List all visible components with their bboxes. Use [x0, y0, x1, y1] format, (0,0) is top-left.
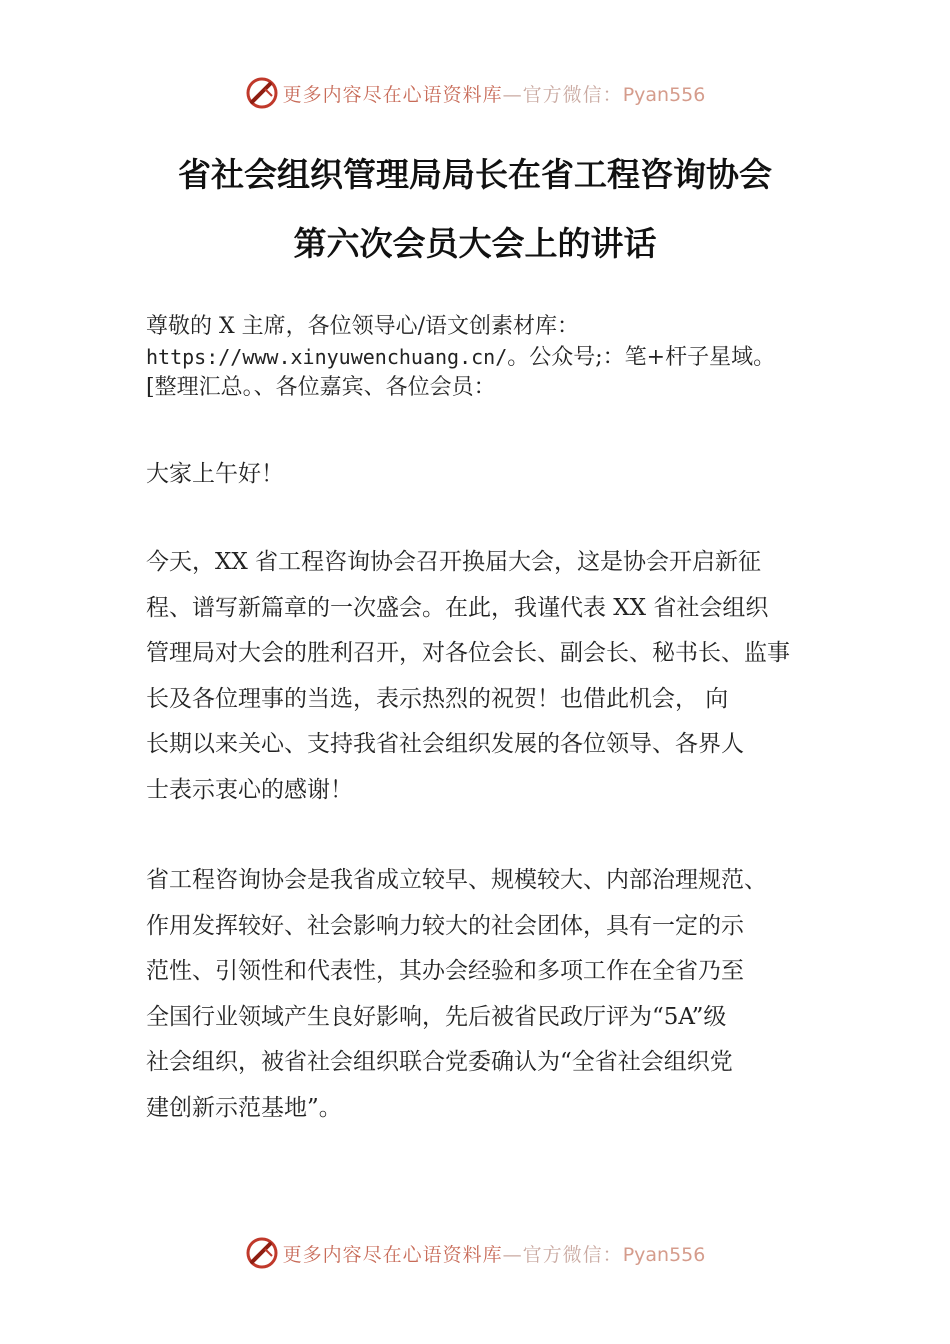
- paragraph-line: 全国行业领域产生良好影响，先后被省民政厅评为“5A”级: [146, 1003, 727, 1030]
- salutation: [146, 312, 836, 403]
- paragraph-line: 长及各位理事的当选，表示热烈的祝贺！也借此机会， 向: [146, 685, 729, 712]
- salutation-line-3: [整理汇总。、各位嘉宾、各位会员：: [146, 375, 496, 400]
- paragraph-line: 程、谱写新篇章的一次盛会。在此，我谨代表 XX 省社会组织: [146, 594, 769, 621]
- source-url: https://www.xinyuwenchuang.cn/: [146, 345, 508, 369]
- watermark-text: 更多内容尽在心语资料库—官方微信：Pyan556: [282, 83, 706, 106]
- salutation-line-1: 尊敬的 X 主席，各位领导心/语文创素材库：: [146, 314, 580, 339]
- paragraph-line: 范性、引领性和代表性，其办会经验和多项工作在全省乃至: [146, 958, 744, 984]
- salutation-line-2: https://www.xinyuwenchuang.cn/。公众号;：笔+杆子星域。: [146, 345, 776, 370]
- paragraph-1: [146, 540, 806, 813]
- paragraph-line: 省工程咨询协会是我省成立较早、规模较大、内部治理规范、: [146, 867, 767, 893]
- watermark-banner-top: [0, 73, 950, 113]
- paragraph-line: 今天，XX 省工程咨询协会召开换届大会，这是协会开启新征: [146, 549, 762, 575]
- watermark-text: 更多内容尽在心语资料库—官方微信：Pyan556: [282, 1243, 706, 1266]
- paragraph-line: 社会组织，被省社会组织联合党委确认为“全省社会组织党: [146, 1049, 733, 1075]
- pen-seal-icon: [245, 76, 279, 110]
- document-title-line-1: 省社会组织管理局局长在省工程咨询协会: [178, 155, 772, 194]
- greeting: 大家上午好！: [146, 461, 284, 487]
- document-title-line-2: 第六次会员大会上的讲话: [293, 224, 657, 263]
- pen-seal-icon: [245, 1236, 279, 1270]
- paragraph-line: 建创新示范基地”。: [146, 1094, 342, 1121]
- paragraph-line: 作用发挥较好、社会影响力较大的社会团体，具有一定的示: [146, 912, 744, 939]
- paragraph-2: [146, 858, 806, 1131]
- watermark-banner-bottom: [0, 1233, 950, 1273]
- paragraph-line: 管理局对大会的胜利召开，对各位会长、副会长、秘书长、监事: [146, 640, 790, 666]
- paragraph-line: 长期以来关心、支持我省社会组织发展的各位领导、各界人: [146, 731, 744, 757]
- paragraph-line: 士表示衷心的感谢！: [146, 776, 353, 803]
